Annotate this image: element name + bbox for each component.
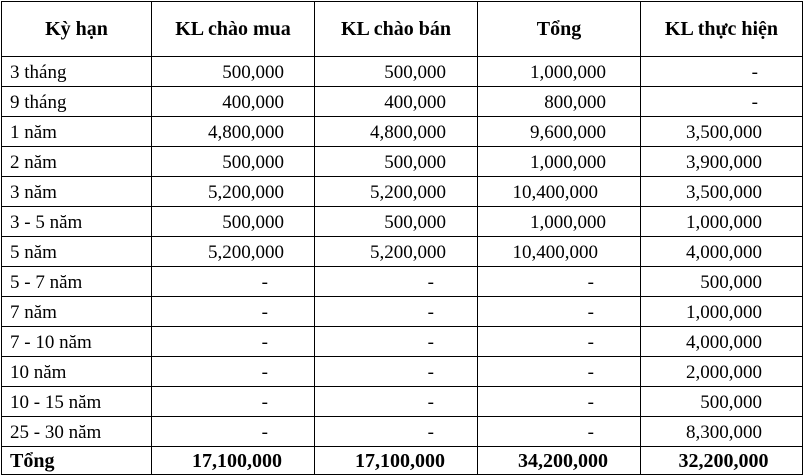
executed-volume-cell: 500,000 [641,267,803,297]
table-row [2,147,803,177]
offer-volume-cell: - [315,387,478,417]
term-cell: 25 - 30 năm [2,417,152,447]
total-bid-volume: 17,100,000 [152,447,315,475]
table-row [2,327,803,357]
executed-volume-cell: 1,000,000 [641,207,803,237]
term-cell: 7 - 10 năm [2,327,152,357]
bid-volume-cell: 400,000 [152,87,315,117]
bond-volume-table [1,1,803,475]
executed-volume-cell: 3,500,000 [641,177,803,207]
offer-volume-cell: - [315,417,478,447]
total-cell: 10,400,000 [478,177,641,207]
bid-volume-cell: 5,200,000 [152,237,315,267]
table-row [2,87,803,117]
term-cell: 5 năm [2,237,152,267]
total-executed-volume: 32,200,000 [641,447,803,475]
bid-volume-cell: 500,000 [152,147,315,177]
offer-volume-cell: - [315,267,478,297]
header-offer-volume: KL chào bán [315,2,478,57]
total-cell: 10,400,000 [478,237,641,267]
bid-volume-cell: - [152,327,315,357]
header-term: Kỳ hạn [2,2,152,57]
total-cell: - [478,267,641,297]
table-row [2,237,803,267]
table-row [2,387,803,417]
offer-volume-cell: - [315,357,478,387]
total-cell: - [478,297,641,327]
total-cell: 9,600,000 [478,117,641,147]
offer-volume-cell: - [315,297,478,327]
total-cell: - [478,357,641,387]
bid-volume-cell: - [152,417,315,447]
bid-volume-cell: 500,000 [152,57,315,87]
table-row [2,177,803,207]
table-row [2,57,803,87]
header-bid-volume: KL chào mua [152,2,315,57]
term-cell: 2 năm [2,147,152,177]
table-row [2,267,803,297]
bid-volume-cell: 4,800,000 [152,117,315,147]
term-cell: 1 năm [2,117,152,147]
executed-volume-cell: 3,900,000 [641,147,803,177]
total-row [2,447,803,475]
offer-volume-cell: 5,200,000 [315,177,478,207]
table-row [2,297,803,327]
total-cell: 800,000 [478,87,641,117]
total-cell: - [478,417,641,447]
bid-volume-cell: - [152,387,315,417]
total-cell: 1,000,000 [478,147,641,177]
total-label: Tổng [2,447,152,475]
table-row [2,207,803,237]
offer-volume-cell: 500,000 [315,207,478,237]
total-cell: 1,000,000 [478,207,641,237]
total-sum: 34,200,000 [478,447,641,475]
total-cell: - [478,327,641,357]
table-row [2,357,803,387]
term-cell: 3 - 5 năm [2,207,152,237]
total-cell: - [478,387,641,417]
term-cell: 10 năm [2,357,152,387]
bid-volume-cell: - [152,267,315,297]
term-cell: 3 tháng [2,57,152,87]
executed-volume-cell: - [641,57,803,87]
header-row [2,2,803,57]
offer-volume-cell: - [315,327,478,357]
header-executed-volume: KL thực hiện [641,2,803,57]
offer-volume-cell: 500,000 [315,57,478,87]
bid-volume-cell: 5,200,000 [152,177,315,207]
header-total: Tổng [478,2,641,57]
bid-volume-cell: 500,000 [152,207,315,237]
executed-volume-cell: 4,000,000 [641,237,803,267]
offer-volume-cell: 500,000 [315,147,478,177]
bid-volume-cell: - [152,357,315,387]
bid-volume-cell: - [152,297,315,327]
executed-volume-cell: 2,000,000 [641,357,803,387]
executed-volume-cell: 1,000,000 [641,297,803,327]
executed-volume-cell: 3,500,000 [641,117,803,147]
executed-volume-cell: - [641,87,803,117]
term-cell: 7 năm [2,297,152,327]
executed-volume-cell: 500,000 [641,387,803,417]
term-cell: 10 - 15 năm [2,387,152,417]
offer-volume-cell: 5,200,000 [315,237,478,267]
executed-volume-cell: 8,300,000 [641,417,803,447]
term-cell: 9 tháng [2,87,152,117]
term-cell: 5 - 7 năm [2,267,152,297]
table-row [2,417,803,447]
offer-volume-cell: 400,000 [315,87,478,117]
total-offer-volume: 17,100,000 [315,447,478,475]
offer-volume-cell: 4,800,000 [315,117,478,147]
total-cell: 1,000,000 [478,57,641,87]
term-cell: 3 năm [2,177,152,207]
executed-volume-cell: 4,000,000 [641,327,803,357]
table-row [2,117,803,147]
